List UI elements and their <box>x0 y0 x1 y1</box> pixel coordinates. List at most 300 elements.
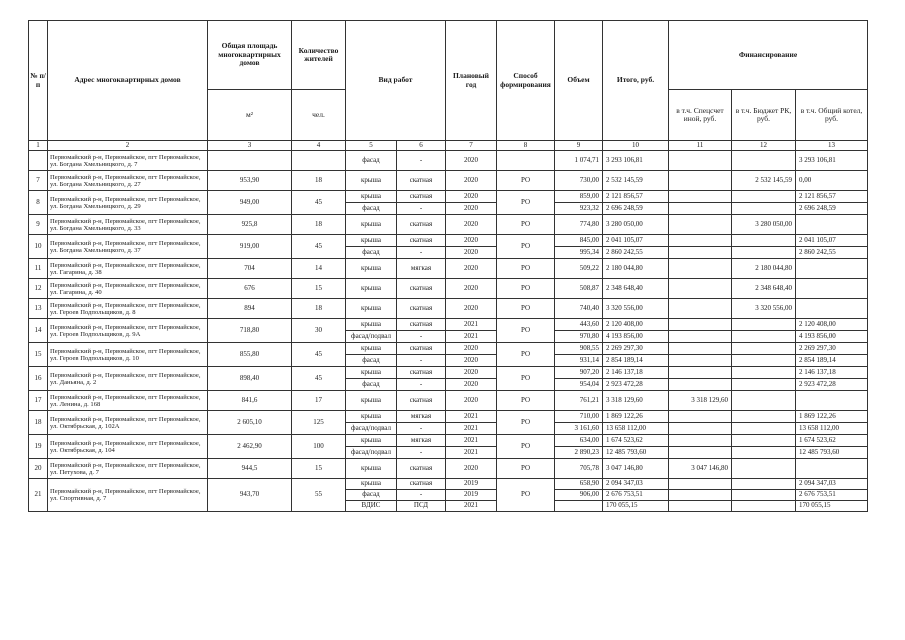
row-fin-budget <box>732 191 796 203</box>
column-number: 3 <box>208 141 292 151</box>
row-area: 855,80 <box>208 343 292 367</box>
row-number: 9 <box>29 215 48 235</box>
row-address: Первомайский р-н, Первомайское, пгт Первомайское, ул. Спортивная, д. 7 <box>48 479 208 512</box>
row-total: 1 869 122,26 <box>603 411 669 423</box>
row-work-subtype: - <box>397 355 446 367</box>
row-volume: 634,00 <box>555 435 603 447</box>
row-address: Первомайский р-н, Первомайское, пгт Первомайское, ул. Богдана Хмельницкого, д. 29 <box>48 191 208 215</box>
row-fin-special: 3 047 146,80 <box>669 459 732 479</box>
row-residents: 125 <box>292 411 346 435</box>
row-fin-special <box>669 435 732 447</box>
header-year: Плановый год <box>446 21 497 141</box>
row-fin-budget: 2 180 044,80 <box>732 259 796 279</box>
row-total: 3 047 146,80 <box>603 459 669 479</box>
row-total: 1 674 523,62 <box>603 435 669 447</box>
row-fin-budget <box>732 355 796 367</box>
row-method: РО <box>497 215 555 235</box>
row-number: 8 <box>29 191 48 215</box>
row-fin-special <box>669 379 732 391</box>
row-fin-common: 2 860 242,55 <box>796 247 868 259</box>
column-numbers-row <box>29 141 868 151</box>
table-row <box>29 367 868 379</box>
row-address: Первомайский р-н, Первомайское, пгт Первомайское, ул. Богдана Хмельницкого, д. 37 <box>48 235 208 259</box>
row-address: Первомайский р-н, Первомайское, пгт Первомайское, ул. Петухова, д. 7 <box>48 459 208 479</box>
row-residents: 45 <box>292 191 346 215</box>
row-fin-common: 2 269 297,30 <box>796 343 868 355</box>
table-row <box>29 459 868 479</box>
row-method: РО <box>497 343 555 367</box>
row-work-type: крыша <box>346 435 397 447</box>
row-area <box>208 151 292 171</box>
row-address: Первомайский р-н, Первомайское, пгт Первомайское, ул. Октябрьская, д. 102А <box>48 411 208 435</box>
row-number <box>29 151 48 171</box>
row-work-type: крыша <box>346 235 397 247</box>
column-number: 8 <box>497 141 555 151</box>
row-fin-budget <box>732 331 796 343</box>
row-volume: 443,60 <box>555 319 603 331</box>
row-year: 2020 <box>446 203 497 215</box>
row-year: 2021 <box>446 447 497 459</box>
header-fin-special: в т.ч. Спецсчет иной, руб. <box>669 90 732 141</box>
row-address: Первомайский р-н, Первомайское, пгт Первомайское, ул. Героев Подпольщиков, д. 8 <box>48 299 208 319</box>
header-residents: Количество жителей <box>292 21 346 90</box>
row-volume: 907,20 <box>555 367 603 379</box>
row-volume: 970,80 <box>555 331 603 343</box>
row-work-type: фасад/подвал <box>346 447 397 459</box>
row-fin-special <box>669 355 732 367</box>
row-address: Первомайский р-н, Первомайское, пгт Первомайское, ул. Богдана Хмельницкого, д. 33 <box>48 215 208 235</box>
row-fin-budget <box>732 391 796 411</box>
row-work-type: фасад <box>346 355 397 367</box>
row-work-subtype: скатная <box>397 235 446 247</box>
row-fin-special <box>669 479 732 490</box>
row-work-subtype: скатная <box>397 215 446 235</box>
row-fin-common: 2 923 472,28 <box>796 379 868 391</box>
capital-repair-table <box>28 20 868 512</box>
row-work-subtype: скатная <box>397 319 446 331</box>
column-number: 10 <box>603 141 669 151</box>
row-fin-common: 2 094 347,03 <box>796 479 868 490</box>
row-fin-budget <box>732 447 796 459</box>
row-work-subtype: - <box>397 247 446 259</box>
row-year: 2020 <box>446 367 497 379</box>
row-fin-budget: 2 348 648,40 <box>732 279 796 299</box>
table-row <box>29 151 868 171</box>
row-fin-budget <box>732 203 796 215</box>
row-volume: 923,32 <box>555 203 603 215</box>
row-fin-special <box>669 151 732 171</box>
row-work-type: крыша <box>346 343 397 355</box>
row-fin-common: 170 055,15 <box>796 501 868 512</box>
row-area: 718,80 <box>208 319 292 343</box>
header-financing: Финансирование <box>669 21 868 90</box>
row-work-subtype: мягкая <box>397 411 446 423</box>
row-total: 2 532 145,59 <box>603 171 669 191</box>
row-number: 21 <box>29 479 48 512</box>
row-volume: 2 890,23 <box>555 447 603 459</box>
header-total: Итого, руб. <box>603 21 669 141</box>
row-number: 18 <box>29 411 48 435</box>
row-year: 2021 <box>446 423 497 435</box>
row-fin-special <box>669 490 732 501</box>
row-work-type: крыша <box>346 319 397 331</box>
row-total: 2 094 347,03 <box>603 479 669 490</box>
row-fin-budget: 2 532 145,59 <box>732 171 796 191</box>
row-volume: 908,55 <box>555 343 603 355</box>
row-year: 2020 <box>446 247 497 259</box>
row-total: 2 120 408,00 <box>603 319 669 331</box>
row-fin-budget <box>732 367 796 379</box>
row-method: РО <box>497 367 555 391</box>
row-volume: 740,40 <box>555 299 603 319</box>
row-number: 15 <box>29 343 48 367</box>
row-residents: 100 <box>292 435 346 459</box>
row-area: 919,00 <box>208 235 292 259</box>
row-fin-common: 2 041 105,07 <box>796 235 868 247</box>
row-area: 704 <box>208 259 292 279</box>
row-area: 2 605,10 <box>208 411 292 435</box>
column-number: 9 <box>555 141 603 151</box>
row-fin-budget <box>732 151 796 171</box>
row-year: 2020 <box>446 191 497 203</box>
row-fin-common <box>796 459 868 479</box>
row-fin-common: 2 854 189,14 <box>796 355 868 367</box>
row-number: 17 <box>29 391 48 411</box>
row-fin-common: 1 869 122,26 <box>796 411 868 423</box>
row-work-type: фасад <box>346 203 397 215</box>
row-fin-special <box>669 215 732 235</box>
column-number: 11 <box>669 141 732 151</box>
row-volume: 931,14 <box>555 355 603 367</box>
row-area: 925,8 <box>208 215 292 235</box>
row-fin-special: 3 318 129,60 <box>669 391 732 411</box>
header-area: Общая площадь многоквартирных домов <box>208 21 292 90</box>
row-work-subtype: мягкая <box>397 259 446 279</box>
table-row <box>29 235 868 247</box>
table-row <box>29 259 868 279</box>
row-residents: 14 <box>292 259 346 279</box>
row-address: Первомайский р-н, Первомайское, пгт Первомайское, ул. Гагарина, д. 40 <box>48 279 208 299</box>
row-total: 13 658 112,00 <box>603 423 669 435</box>
row-fin-common: 0,00 <box>796 171 868 191</box>
row-total: 3 293 106,81 <box>603 151 669 171</box>
row-method: РО <box>497 171 555 191</box>
row-fin-budget <box>732 459 796 479</box>
row-total: 2 180 044,80 <box>603 259 669 279</box>
table-row <box>29 343 868 355</box>
row-number: 12 <box>29 279 48 299</box>
row-work-type: фасад <box>346 247 397 259</box>
row-fin-special <box>669 171 732 191</box>
row-fin-special <box>669 411 732 423</box>
header-area-unit: м² <box>208 90 292 141</box>
row-volume: 509,22 <box>555 259 603 279</box>
row-fin-budget: 3 280 050,00 <box>732 215 796 235</box>
row-fin-special <box>669 343 732 355</box>
column-number: 13 <box>796 141 868 151</box>
row-address: Первомайский р-н, Первомайское, пгт Первомайское, ул. Ленина, д. 168 <box>48 391 208 411</box>
row-fin-special <box>669 299 732 319</box>
row-work-subtype: - <box>397 331 446 343</box>
row-number: 10 <box>29 235 48 259</box>
row-fin-special <box>669 319 732 331</box>
row-residents: 55 <box>292 479 346 512</box>
column-number: 7 <box>446 141 497 151</box>
row-method: РО <box>497 235 555 259</box>
table-row <box>29 215 868 235</box>
table-row <box>29 435 868 447</box>
row-fin-special <box>669 367 732 379</box>
row-fin-common <box>796 279 868 299</box>
row-work-type: крыша <box>346 215 397 235</box>
row-year: 2020 <box>446 215 497 235</box>
row-number: 11 <box>29 259 48 279</box>
row-volume: 774,80 <box>555 215 603 235</box>
row-fin-special <box>669 331 732 343</box>
row-year: 2020 <box>446 355 497 367</box>
row-fin-common: 2 696 248,59 <box>796 203 868 215</box>
row-fin-special <box>669 423 732 435</box>
row-year: 2020 <box>446 391 497 411</box>
row-work-type: крыша <box>346 299 397 319</box>
row-number: 16 <box>29 367 48 391</box>
row-address: Первомайский р-н, Первомайское, пгт Первомайское, ул. Даньяна, д. 2 <box>48 367 208 391</box>
row-number: 20 <box>29 459 48 479</box>
row-number: 13 <box>29 299 48 319</box>
row-year: 2020 <box>446 299 497 319</box>
row-work-type: ВДИС <box>346 501 397 512</box>
row-method: РО <box>497 435 555 459</box>
row-total: 2 041 105,07 <box>603 235 669 247</box>
row-volume: 730,00 <box>555 171 603 191</box>
row-fin-budget <box>732 501 796 512</box>
row-fin-common: 3 293 106,81 <box>796 151 868 171</box>
row-work-type: крыша <box>346 411 397 423</box>
row-work-type: фасад/подвал <box>346 423 397 435</box>
row-volume: 859,00 <box>555 191 603 203</box>
row-method: РО <box>497 479 555 512</box>
row-fin-budget <box>732 490 796 501</box>
row-work-type: крыша <box>346 479 397 490</box>
row-fin-common <box>796 215 868 235</box>
row-residents: 45 <box>292 343 346 367</box>
row-area: 898,40 <box>208 367 292 391</box>
row-total: 4 193 856,00 <box>603 331 669 343</box>
row-number: 14 <box>29 319 48 343</box>
row-total: 3 318 129,60 <box>603 391 669 411</box>
row-method: РО <box>497 299 555 319</box>
row-year: 2020 <box>446 171 497 191</box>
row-fin-common: 2 146 137,18 <box>796 367 868 379</box>
row-method: РО <box>497 279 555 299</box>
row-fin-budget <box>732 423 796 435</box>
row-total: 3 320 556,00 <box>603 299 669 319</box>
row-residents: 15 <box>292 279 346 299</box>
row-work-subtype: - <box>397 203 446 215</box>
row-fin-budget: 3 320 556,00 <box>732 299 796 319</box>
row-area: 894 <box>208 299 292 319</box>
row-area: 943,70 <box>208 479 292 512</box>
row-fin-special <box>669 247 732 259</box>
row-year: 2020 <box>446 459 497 479</box>
row-work-subtype: скатная <box>397 191 446 203</box>
row-address: Первомайский р-н, Первомайское, пгт Первомайское, ул. Героев Подпольщиков, д. 9А <box>48 319 208 343</box>
row-fin-special <box>669 501 732 512</box>
row-work-subtype: скатная <box>397 171 446 191</box>
column-number: 6 <box>397 141 446 151</box>
row-area: 841,6 <box>208 391 292 411</box>
row-volume: 995,34 <box>555 247 603 259</box>
row-fin-budget <box>732 343 796 355</box>
row-method: РО <box>497 191 555 215</box>
row-volume: 710,00 <box>555 411 603 423</box>
row-residents: 15 <box>292 459 346 479</box>
row-work-subtype: - <box>397 423 446 435</box>
row-work-subtype: - <box>397 447 446 459</box>
row-fin-common <box>796 299 868 319</box>
row-total: 2 121 856,57 <box>603 191 669 203</box>
column-number: 1 <box>29 141 48 151</box>
row-fin-budget <box>732 319 796 331</box>
table-row <box>29 319 868 331</box>
header-fin-budget: в т.ч. Бюджет РК, руб. <box>732 90 796 141</box>
row-year: 2020 <box>446 235 497 247</box>
column-number: 12 <box>732 141 796 151</box>
row-address: Первомайский р-н, Первомайское, пгт Первомайское, ул. Богдана Хмельницкого, д. 7 <box>48 151 208 171</box>
row-fin-budget <box>732 247 796 259</box>
table-row <box>29 411 868 423</box>
row-year: 2020 <box>446 259 497 279</box>
header-fin-common: в т.ч. Общий котел, руб. <box>796 90 868 141</box>
row-total: 2 860 242,55 <box>603 247 669 259</box>
row-total: 2 696 248,59 <box>603 203 669 215</box>
row-work-type: крыша <box>346 191 397 203</box>
row-address: Первомайский р-н, Первомайское, пгт Первомайское, ул. Октябрьская, д. 104 <box>48 435 208 459</box>
row-year: 2021 <box>446 331 497 343</box>
row-year: 2020 <box>446 151 497 171</box>
row-volume: 658,90 <box>555 479 603 490</box>
row-number: 19 <box>29 435 48 459</box>
row-method: РО <box>497 391 555 411</box>
row-work-type: фасад <box>346 379 397 391</box>
row-volume: 1 074,71 <box>555 151 603 171</box>
row-total: 2 854 189,14 <box>603 355 669 367</box>
row-volume: 761,21 <box>555 391 603 411</box>
row-address: Первомайский р-н, Первомайское, пгт Первомайское, ул. Богдана Хмельницкого, д. 27 <box>48 171 208 191</box>
row-work-type: фасад/подвал <box>346 331 397 343</box>
row-work-subtype: скатная <box>397 279 446 299</box>
row-work-subtype: скатная <box>397 343 446 355</box>
row-fin-special <box>669 447 732 459</box>
row-number: 7 <box>29 171 48 191</box>
table-body <box>29 151 868 512</box>
table-row <box>29 391 868 411</box>
row-work-subtype: скатная <box>397 479 446 490</box>
row-volume: 705,78 <box>555 459 603 479</box>
row-fin-special <box>669 191 732 203</box>
row-fin-special <box>669 279 732 299</box>
row-address: Первомайский р-н, Первомайское, пгт Первомайское, ул. Гагарина, д. 38 <box>48 259 208 279</box>
table-row <box>29 279 868 299</box>
row-method: РО <box>497 459 555 479</box>
row-total: 2 923 472,28 <box>603 379 669 391</box>
row-method: РО <box>497 319 555 343</box>
row-total: 2 269 297,30 <box>603 343 669 355</box>
table-row <box>29 171 868 191</box>
row-year: 2021 <box>446 319 497 331</box>
row-fin-common: 12 485 793,60 <box>796 447 868 459</box>
row-volume: 906,00 <box>555 490 603 501</box>
row-fin-budget <box>732 379 796 391</box>
row-residents: 45 <box>292 367 346 391</box>
row-work-type: фасад <box>346 490 397 501</box>
header-address: Адрес многоквартирных домов <box>48 21 208 141</box>
row-fin-common <box>796 391 868 411</box>
row-year: 2020 <box>446 279 497 299</box>
row-total: 2 146 137,18 <box>603 367 669 379</box>
row-fin-special <box>669 235 732 247</box>
column-number: 4 <box>292 141 346 151</box>
row-area: 944,5 <box>208 459 292 479</box>
row-residents: 18 <box>292 215 346 235</box>
row-total: 2 348 648,40 <box>603 279 669 299</box>
table-row <box>29 299 868 319</box>
row-residents: 45 <box>292 235 346 259</box>
row-work-type: крыша <box>346 367 397 379</box>
row-work-subtype: ПСД <box>397 501 446 512</box>
row-work-subtype: скатная <box>397 391 446 411</box>
row-fin-budget <box>732 435 796 447</box>
row-fin-common: 2 120 408,00 <box>796 319 868 331</box>
row-work-subtype: - <box>397 490 446 501</box>
row-total: 170 055,15 <box>603 501 669 512</box>
column-number: 5 <box>346 141 397 151</box>
row-fin-common <box>796 259 868 279</box>
row-fin-common: 13 658 112,00 <box>796 423 868 435</box>
column-number: 2 <box>48 141 208 151</box>
row-residents: 30 <box>292 319 346 343</box>
row-residents: 17 <box>292 391 346 411</box>
row-year: 2021 <box>446 411 497 423</box>
row-year: 2019 <box>446 479 497 490</box>
row-method: РО <box>497 259 555 279</box>
row-residents <box>292 151 346 171</box>
row-work-subtype: - <box>397 379 446 391</box>
row-residents: 18 <box>292 299 346 319</box>
row-work-type: крыша <box>346 459 397 479</box>
row-work-subtype: мягкая <box>397 435 446 447</box>
row-area: 953,90 <box>208 171 292 191</box>
table-row <box>29 191 868 203</box>
row-year: 2020 <box>446 343 497 355</box>
row-work-type: крыша <box>346 279 397 299</box>
row-method: РО <box>497 411 555 435</box>
row-volume: 845,00 <box>555 235 603 247</box>
row-fin-common: 2 676 753,51 <box>796 490 868 501</box>
header-num: № п/п <box>29 21 48 141</box>
row-work-subtype: скатная <box>397 299 446 319</box>
row-work-subtype: скатная <box>397 367 446 379</box>
row-area: 676 <box>208 279 292 299</box>
row-year: 2019 <box>446 490 497 501</box>
header-residents-unit: чел. <box>292 90 346 141</box>
row-fin-common: 1 674 523,62 <box>796 435 868 447</box>
row-year: 2020 <box>446 379 497 391</box>
header-work: Вид работ <box>346 21 446 141</box>
row-volume <box>555 501 603 512</box>
row-work-subtype: - <box>397 151 446 171</box>
row-fin-common: 4 193 856,00 <box>796 331 868 343</box>
